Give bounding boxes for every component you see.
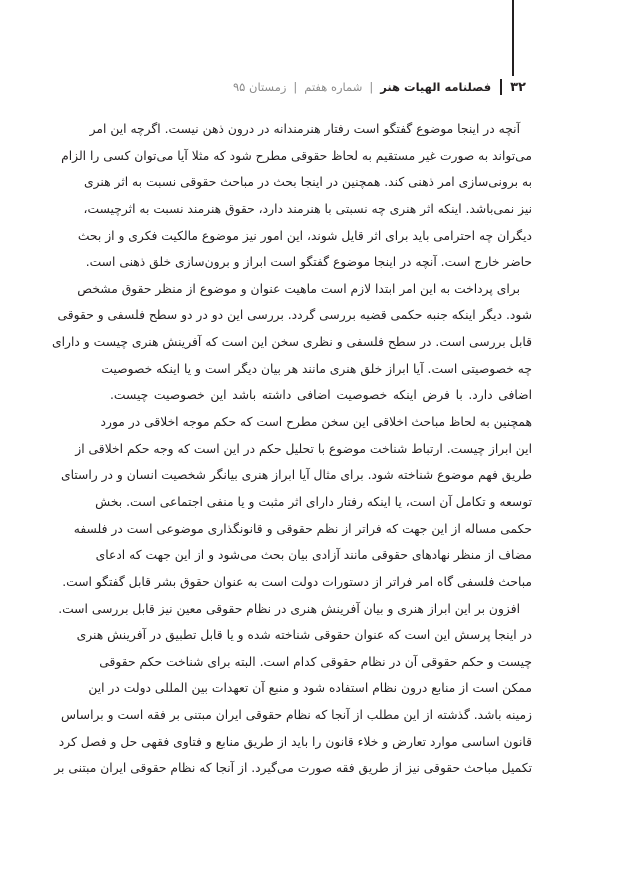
journal-title: فصلنامه الهیات هنر (380, 80, 492, 94)
header-separator: | (293, 80, 298, 94)
text-line: نیز نمی‌باشد. اینکه اثر هنری چه نسبتی با هنرمند دارد، حقوق هنرمند نسبت به اثرچیست، (83, 201, 532, 216)
body-text (52, 116, 532, 782)
text-line: قابل بررسی است. در سطح فلسفی و نظری سخن این است که آفرینش هنری چیست و دارای (52, 335, 532, 350)
text-line: حاضر خارج است. آنچه در اینجا موضوع گفتگو است ابراز و برون‌سازی خلق ذهنی است. (85, 255, 532, 270)
issue-number: شماره هفتم (304, 80, 363, 94)
text-line: اضافی دارد. با فرض اینکه خصوصیت اضافی داشته باشد این خصوصیت چیست. (110, 388, 532, 403)
text-line: دیگران چه احترامی باید برای اثر قایل شوند، این امور نیز موضوع مالکیت فکری و از بحث (77, 228, 532, 243)
text-line: چیست و حکم حقوقی آن در نظام حقوقی کدام است. البته برای شناخت حکم حقوقی (99, 654, 532, 669)
text-line: افزون بر این ابراز هنری و بیان آفرینش هنری در نظام حقوقی معین نیز قابل بررسی است. (58, 601, 520, 616)
text-line: مضاف از منظر نهادهای حقوقی مانند آزادی بیان بحث می‌شود و از این جهت که ادعای (95, 548, 532, 563)
text-line: در اینجا پرسش این است که عنوان حقوقی شناخته شده و یا قابل تطبیق در آفرینش هنری (76, 628, 532, 643)
text-line: برای پرداخت به این امر ابتدا لازم است ماهیت عنوان و موضوع از منظر حقوق مشخص (77, 281, 520, 296)
text-line: آنچه در اینجا موضوع گفتگو است رفتار هنرمندانه در درون ذهن نیست. اگرچه این امر (89, 122, 520, 136)
text-line: مباحث فلسفی گاه امر فراتر از دستورات دولت است به عنوان حقوق بشر قابل گفتگو است. (62, 574, 532, 589)
page-number: ۳۲ (510, 79, 526, 95)
text-line: این ابراز چیست. ارتباط شناخت موضوع با تحلیل حکم در این است که وجه حکم اخلاقی از (75, 441, 532, 456)
text-line: شود. دیگر اینکه جنبه حکمی قضیه بررسی گردد. بررسی این دو در دو سطح فلسفی و حقوقی (57, 308, 532, 323)
issue-season: زمستان ۹۵ (233, 80, 287, 94)
text-line: تکمیل مباحث حقوقی نیز از طریق فقه صورت می‌گیرد. از آنجا که نظام حقوقی ایران مبتنی بر (54, 761, 532, 776)
header-rule (512, 0, 514, 76)
text-line: به برونی‌سازی امر ذهنی کند. همچنین در اینجا بحث در مباحث حقوقی نسبت به اثر هنری (84, 175, 532, 190)
text-line: چه خصوصیتی است. آیا ابراز خلق هنری مانند هر بیان دیگر است و یا اینکه خصوصیت (101, 361, 532, 376)
text-line: طریق فهم موضوع شناخته شود. برای مثال آیا ابراز هنری بیانگر شخصیت انسان و در راستای (60, 468, 532, 483)
header-divider (500, 79, 502, 95)
running-header (98, 76, 526, 98)
text-line: توسعه و تکامل آن است، یا اینکه رفتار دارای اثر مثبت و یا منفی اجتماعی است. بخش (95, 494, 532, 509)
text-line: زمینه باشد. گذشته از این مطلب از آنجا که نظام حقوقی ایران مبتنی بر فقه است و براساس (61, 708, 532, 723)
text-line: حکمی مساله از این جهت که فراتر از نظم حقوقی و قانونگذاری موضوعی است در فلسفه (73, 521, 532, 536)
text-line: می‌تواند به صورت غیر مستقیم به لحاظ حقوقی مطرح شود که مثلا آیا می‌توان کسی را الزام (61, 148, 532, 163)
text-line: ممکن است از منابع درون نظام استفاده شود و منبع آن تعهدات بین المللی دولت در این (88, 681, 532, 696)
text-line: همچنین به لحاظ مباحث اخلاقی این سخن مطرح است که حکم موجه اخلاقی در مورد (100, 415, 532, 430)
header-separator: | (369, 80, 374, 94)
text-line: قانون اساسی موارد تعارض و خلاء قانون را باید از طریق منابع و فتاوی فقهی حل و فصل کرد (58, 734, 532, 749)
